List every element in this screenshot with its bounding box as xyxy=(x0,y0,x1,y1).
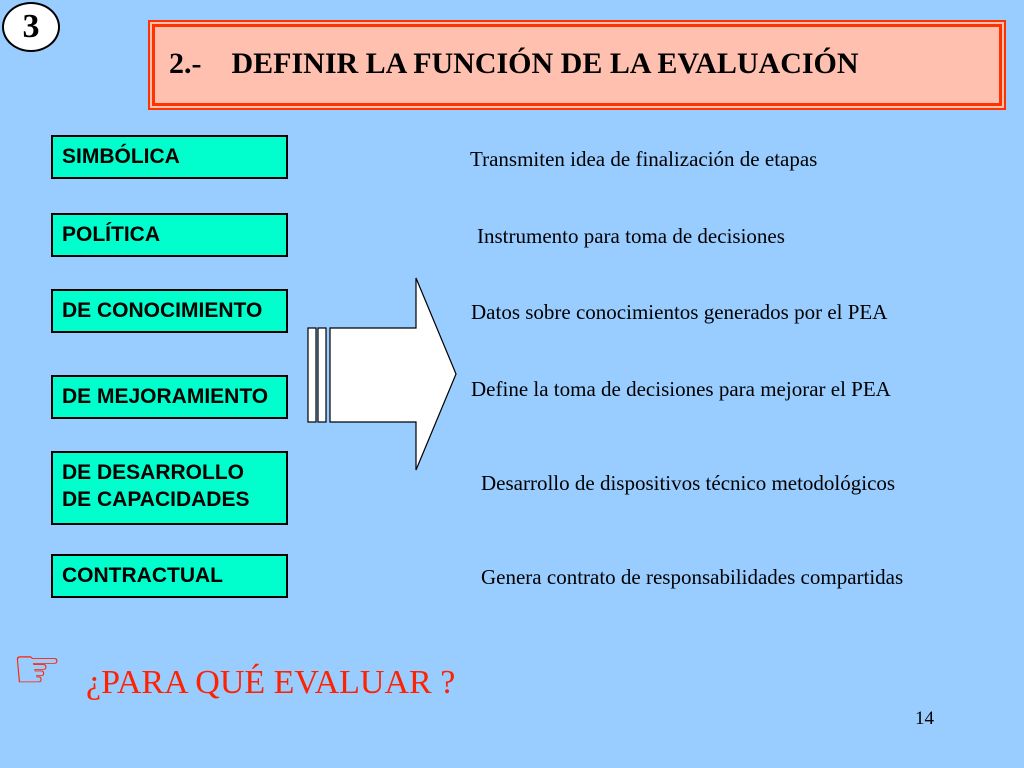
function-description-contractual: Genera contrato de responsabilidades compartidas xyxy=(481,565,904,589)
function-label-desarrollo: DE DESARROLLO DE CAPACIDADES xyxy=(51,451,288,525)
question-text: ¿PARA QUÉ EVALUAR ? xyxy=(86,664,456,701)
function-label-simbolica: SIMBÓLICA xyxy=(51,135,288,179)
title-box xyxy=(152,24,1002,106)
function-description-mejoramiento: Define la toma de decisiones para mejorar el PEA xyxy=(471,377,891,401)
function-description-conocimiento: Datos sobre conocimientos generados por el PEA xyxy=(471,300,888,324)
function-label-politica: POLÍTICA xyxy=(51,213,288,257)
pointing-hand-icon: ☞ xyxy=(12,637,63,702)
function-label-mejoramiento: DE MEJORAMIENTO xyxy=(51,375,288,419)
right-arrow-icon xyxy=(300,276,460,472)
function-label-conocimiento: DE CONOCIMIENTO xyxy=(51,289,288,333)
page-number: 14 xyxy=(915,708,934,729)
function-description-politica: Instrumento para toma de decisiones xyxy=(477,224,785,248)
function-description-desarrollo: Desarrollo de dispositivos técnico metodológicos xyxy=(481,471,896,495)
function-label-contractual: CONTRACTUAL xyxy=(51,554,288,598)
page-title: 2.- DEFINIR LA FUNCIÓN DE LA EVALUACIÓN xyxy=(169,47,859,80)
slide-number-badge: 3 xyxy=(2,2,60,52)
function-description-simbolica: Transmiten idea de finalización de etapas xyxy=(470,147,818,171)
